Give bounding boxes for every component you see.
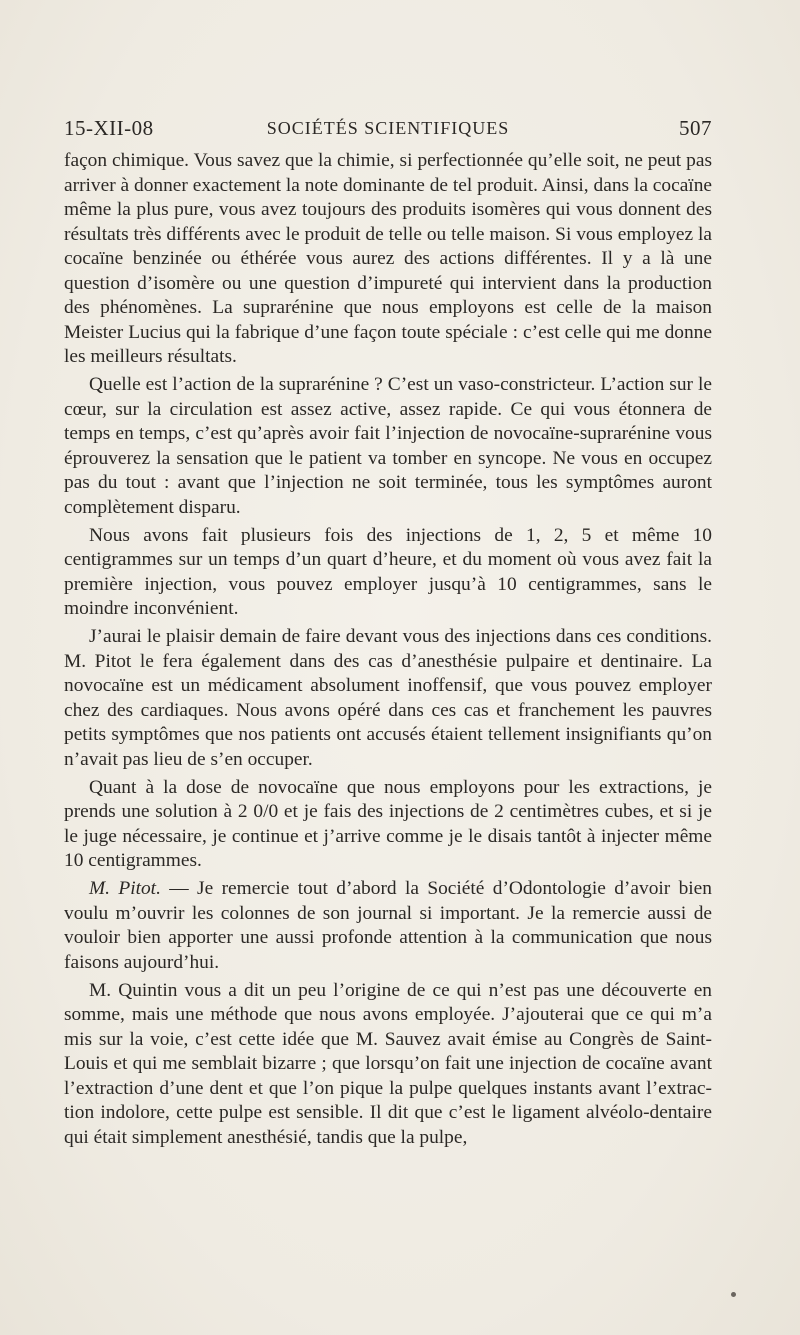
- paragraph-4: [64, 625, 712, 772]
- page-number: 507: [679, 116, 712, 140]
- paragraph-3-text: Nous avons fait plusieurs fois des injections de 1, 2, 5 et même 10 centigrammes sur un temps d’un quart d’heure, et du moment où vous avez fait la première injection, vous pouvez employer jusqu’à 10 centigrammes, sans le moindre inconvénient.: [64, 524, 712, 619]
- paragraph-2: [64, 373, 712, 520]
- page-body: [64, 149, 712, 1150]
- paragraph-5: [64, 776, 712, 874]
- print-speck: [731, 1292, 736, 1297]
- paragraph-7: [64, 979, 712, 1151]
- running-header: [64, 116, 712, 146]
- paragraph-4-text: J’aurai le plaisir demain de faire devant vous des injections dans ces conditions. M. Pitot le fera également dans des cas d’anesthésie pulpaire et dentinaire. La novocaïne est un médicament absolument inoffensif, que vous pouvez employer chez des cardiaques. Nous avons opéré dans ces cas et franchement les pauvres petits symptômes que nos patients ont accusés étaient tellement insignifiants qu’on n’avait pas lieu de s’en occuper.: [64, 626, 712, 770]
- paragraph-6: [64, 877, 712, 975]
- paragraph-1: [64, 149, 712, 370]
- header-date: 15-XII-08: [64, 116, 154, 140]
- paragraph-7-text: M. Quintin vous a dit un peu l’origine de ce qui n’est pas une découverte en somme, mais une méthode que nous avons employée. J’ajouterai que ce qui m’a mis sur la voie, c’est cette idée que M. Sauvez avait émise au Congrès de Saint-Louis et qui me semblait bizarre ; que lorsqu’on fait une injection de cocaïne avant l’extraction d’une dent et que l’on pique la pulpe quelques instants avant l’extraction indolore, cette pulpe est sensible. Il dit que c’est le ligament alvéolo-dentaire qui était simplement anesthésié, tandis que la pulpe,: [64, 979, 712, 1148]
- paragraph-5-text: Quant à la dose de novocaïne que nous employons pour les extractions, je prends une solution à 2 0/0 et je fais des injections de 2 centimètres cubes, et si je le juge nécessaire, je continue et j’arrive comme je le disais tantôt à injecter même 10 centigrammes.: [64, 776, 712, 871]
- header-title: SOCIÉTÉS SCIENTIFIQUES: [266, 118, 510, 138]
- paragraph-1-text: façon chimique. Vous savez que la chimie, si perfectionnée qu’elle soit, ne peut pas arriver à donner exactement la note dominante de tel produit. Ainsi, dans la cocaïne même la plus pure, vous avez toujours des produits isomères qui vous donnent des résultats très différents avec le produit de telle ou telle maison. Si vous employez la cocaïne benzinée ou éthérée vous aurez des actions différentes. Il y a là une question d’isomère ou une question d’impureté qui intervient dans la production des phénomènes. La suprarénine que nous employons est celle de la maison Meister Lucius qui la fabrique d’une façon toute spéciale : c’est celle qui me donne les meilleurs résultats.: [64, 150, 712, 367]
- paragraph-2-text: Quelle est l’action de la suprarénine ? C’est un vaso-constricteur. L’action sur le cœur, sur la circulation est assez active, assez rapide. Ce qui vous étonnera de temps en temps, c’est qu’après avoir fait l’injection de novocaïne-suprarénine vous éprouverez la sensation que le patient va tomber en syncope. Ne vous en occupez pas du tout : avant que l’injection ne soit terminée, tous les symptômes auront complètement disparu.: [64, 374, 712, 518]
- speaker-name: M. Pitot.: [89, 878, 161, 899]
- paragraph-6-text: — Je remercie tout d’abord la Société d’Odontologie d’avoir bien voulu m’ouvrir les colonnes de son journal si important. Je la remercie aussi de vouloir bien apporter une aussi profonde attention à la communication que nous faisons aujourd’hui.: [64, 878, 712, 973]
- paragraph-3: [64, 524, 712, 622]
